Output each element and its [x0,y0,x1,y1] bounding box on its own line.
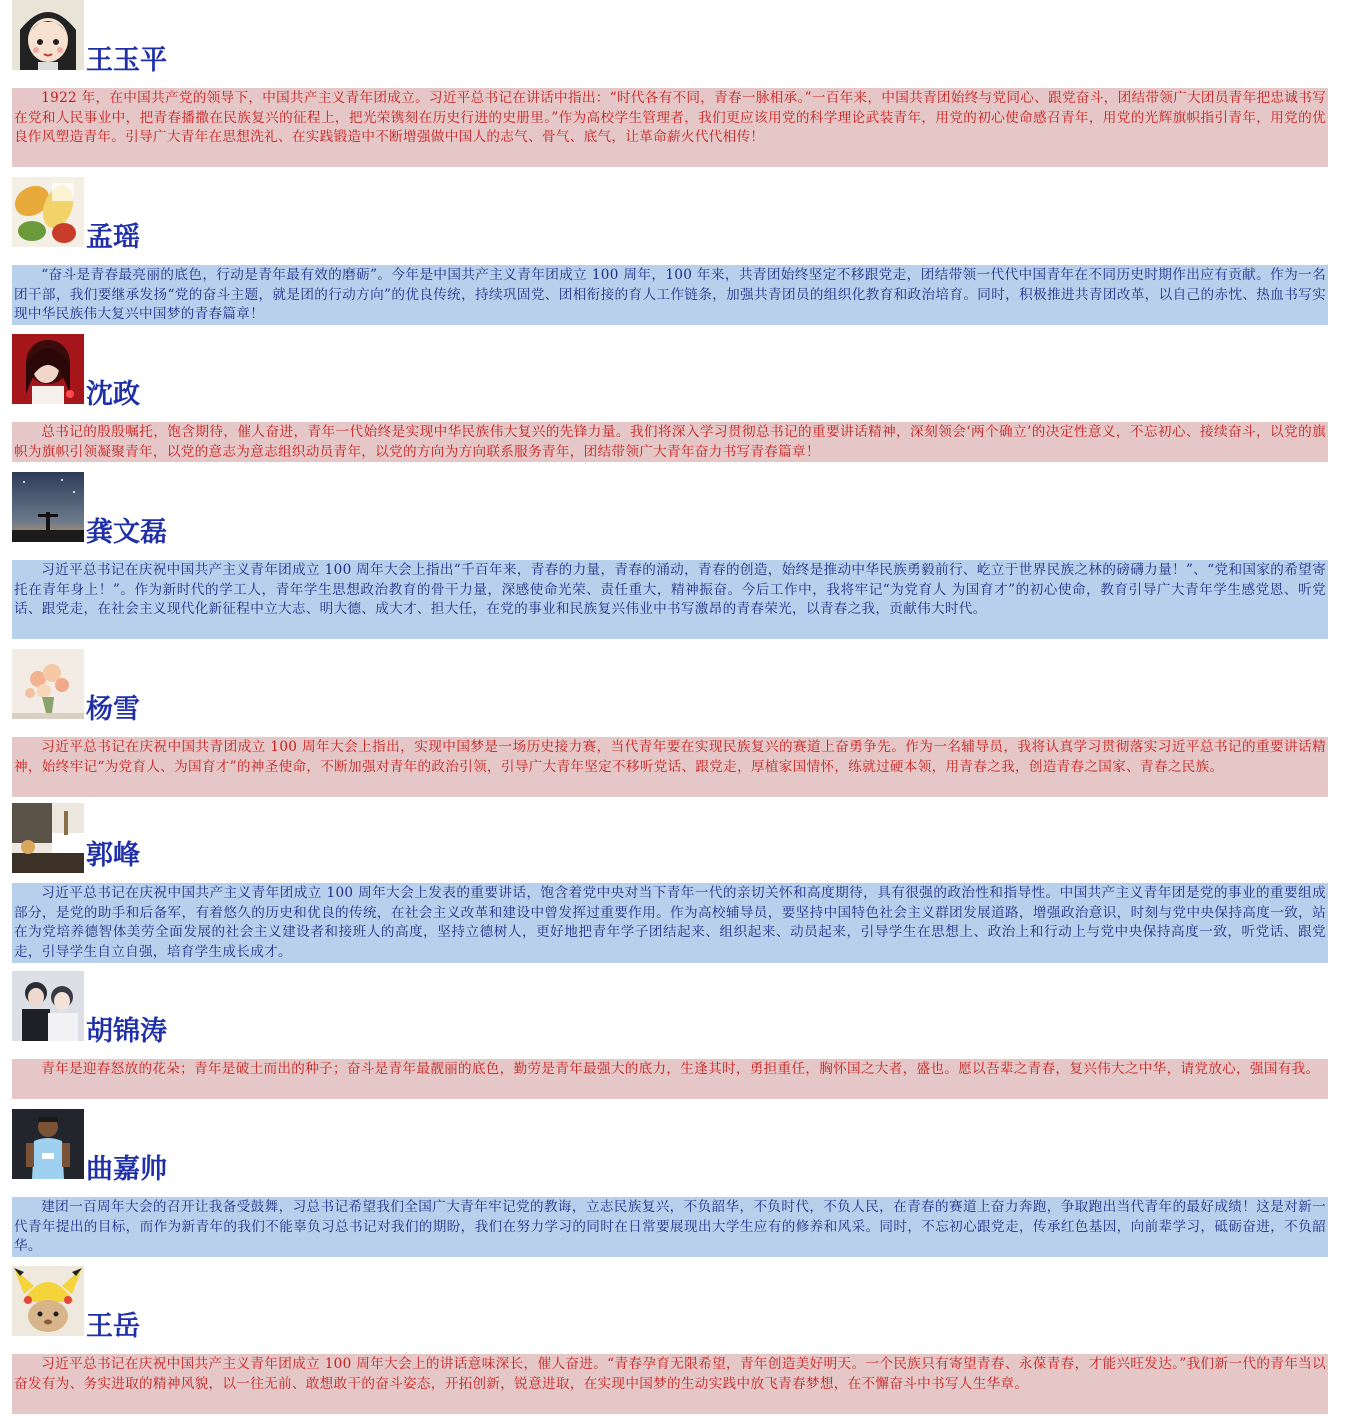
couple-photo-avatar [12,971,84,1041]
comment-text: 1922 年，在中国共产党的领导下，中国共产主义青年团成立。习近平总书记在讲话中指出：“时代各有不同，青春一脉相承。”一百年来，中国共青团始终与党同心、跟党奋斗，团结带领广大团员青年把忠诚书写在党和人民事业中，把青春播撒在民族复兴的征程上，把光荣镌刻在历史行进的史册里。”作为高校学生管理者，我们更应该用党的科学理论武装青年，用党的初心使命感召青年，用党的光辉旗帜指引青年，用党的优良作风塑造青年。引导广大青年在思想洗礼、在实践锻造中不断增强做中国人的志气、骨气、底气，让革命薪火代代相传！ [12,88,1328,167]
comment-text: 建团一百周年大会的召开让我备受鼓舞，习总书记希望我们全国广大青年牢记党的教诲，立志民族复兴，不负韶华，不负时代，不负人民，在青春的赛道上奋力奔跑，争取跑出当代青年的最好成绩！这是对新一代青年提出的目标，而作为新青年的我们不能辜负习总书记对我们的期盼，我们在努力学习的同时在日常要展现出大学生应有的修养和风采。同时，不忘初心跟党走，传承红色基因，向前辈学习，砥砺奋进，不负韶华。 [12,1197,1328,1257]
basketball-player-avatar [12,1109,84,1179]
person-name: 杨雪 [86,694,140,725]
person-name: 曲嘉帅 [86,1154,167,1185]
person-name: 胡锦涛 [86,1016,167,1047]
desk-still-life-avatar [12,803,84,873]
person-name: 沈政 [86,379,140,410]
comment-text: 总书记的殷殷嘱托，饱含期待，催人奋进，青年一代始终是实现中华民族伟大复兴的先锋力量。我们将深入学习贯彻总书记的重要讲话精神，深刻领会‘两个确立’的决定性意义，不忘初心、接续奋斗，以党的旗帜为旗帜引领凝聚青年，以党的意志为意志组织动员青年，以党的方向为方向联系服务青年，团结带领广大青年奋力书写青春篇章！ [12,422,1328,462]
person-name: 龚文磊 [86,517,167,548]
comment-text: 习近平总书记在庆祝中国共产主义青年团成立 100 周年大会上指出“千百年来，青春的力量，青春的涌动，青春的创造，始终是推动中华民族勇毅前行、屹立于世界民族之林的磅礴力量！”、“党和国家的希望寄托在青年身上！”。作为新时代的学工人，青年学生思想政治教育的骨干力量，深感使命光荣、责任重大，精神振奋。今后工作中，我将牢记“为党育人 为国育才”的初心使命，教育引导广大青年学生感党恩、听党话、跟党走，在社会主义现代化新征程中立大志、明大德、成大才、担大任，在党的事业和民族复兴伟业中书写激昂的青春荣光，以青春之我，贡献伟大时代。 [12,560,1328,639]
person-name: 王岳 [86,1311,140,1342]
person-name: 郭峰 [86,840,140,871]
comment-text: 习近平总书记在庆祝中国共产主义青年团成立 100 周年大会上发表的重要讲话，饱含着党中央对当下青年一代的亲切关怀和高度期待，具有很强的政治性和指导性。中国共产主义青年团是党的事业的重要组成部分，是党的助手和后备军，有着悠久的历史和优良的传统，在社会主义改革和建设中曾发挥过重要作用。作为高校辅导员，要坚持中国特色社会主义群团发展道路，增强政治意识，时刻与党中央保持高度一致，站在为党培养德智体美劳全面发展的社会主义建设者和接班人的高度，坚持立德树人，更好地把青年学子团结起来、组织起来、动员起来，引导学生在思想上、政治上和行动上与党中央保持高度一致，听党话、跟党走，引导学生自立自强，培育学生成长成才。 [12,883,1328,963]
cartoon-girl-avatar [12,0,84,70]
flower-bouquet-avatar [12,649,84,719]
comment-text: 习近平总书记在庆祝中国共青团成立 100 周年大会上指出，实现中国梦是一场历史接力赛，当代青年要在实现民族复兴的赛道上奋勇争先。作为一名辅导员，我将认真学习贯彻落实习近平总书记的重要讲话精神，始终牢记“为党育人、为国育才”的神圣使命，不断加强对青年的政治引领，引导广大青年坚定不移听党话、跟党走，厚植家国情怀，练就过硬本领，用青春之我，创造青春之国家、青春之民族。 [12,737,1328,797]
comment-text: 青年是迎春怒放的花朵；青年是破土而出的种子；奋斗是青年最靓丽的底色，勤劳是青年最强大的底力，生逢其时，勇担重任，胸怀国之大者，盛也。愿以吾辈之青春，复兴伟大之中华，请党放心，强国有我。 [12,1059,1328,1099]
pikachu-hat-cat-avatar [12,1266,84,1336]
autumn-leaves-avatar [12,177,84,247]
comment-text: 习近平总书记在庆祝中国共产主义青年团成立 100 周年大会上的讲话意味深长，催人奋进。“青春孕育无限希望，青年创造美好明天。一个民族只有寄望青春、永葆青春，才能兴旺发达。”我们新一代的青年当以奋发有为、务实进取的精神风貌，以一往无前、敢想敢干的奋斗姿态，开拓创新，锐意进取，在实现中国梦的生动实践中放飞青春梦想，在不懈奋斗中书写人生华章。 [12,1354,1328,1414]
night-sky-statue-avatar [12,472,84,542]
person-name: 王玉平 [86,45,167,76]
anime-girl-red-avatar [12,334,84,404]
comment-text: “奋斗是青春最亮丽的底色，行动是青年最有效的磨砺”。今年是中国共产主义青年团成立 100 周年，100 年来，共青团始终坚定不移跟党走，团结带领一代代中国青年在不同历史时期作出应有贡献。作为一名团干部，我们要继承发扬“党的奋斗主题，就是团的行动方向”的优良传统，持续巩固党、团相衔接的育人工作链条，加强共青团员的组织化教育和政治培育。同时，积极推进共青团改革，以自己的赤忱、热血书写实现中华民族伟大复兴中国梦的青春篇章！ [12,265,1328,325]
person-name: 孟瑶 [86,222,140,253]
